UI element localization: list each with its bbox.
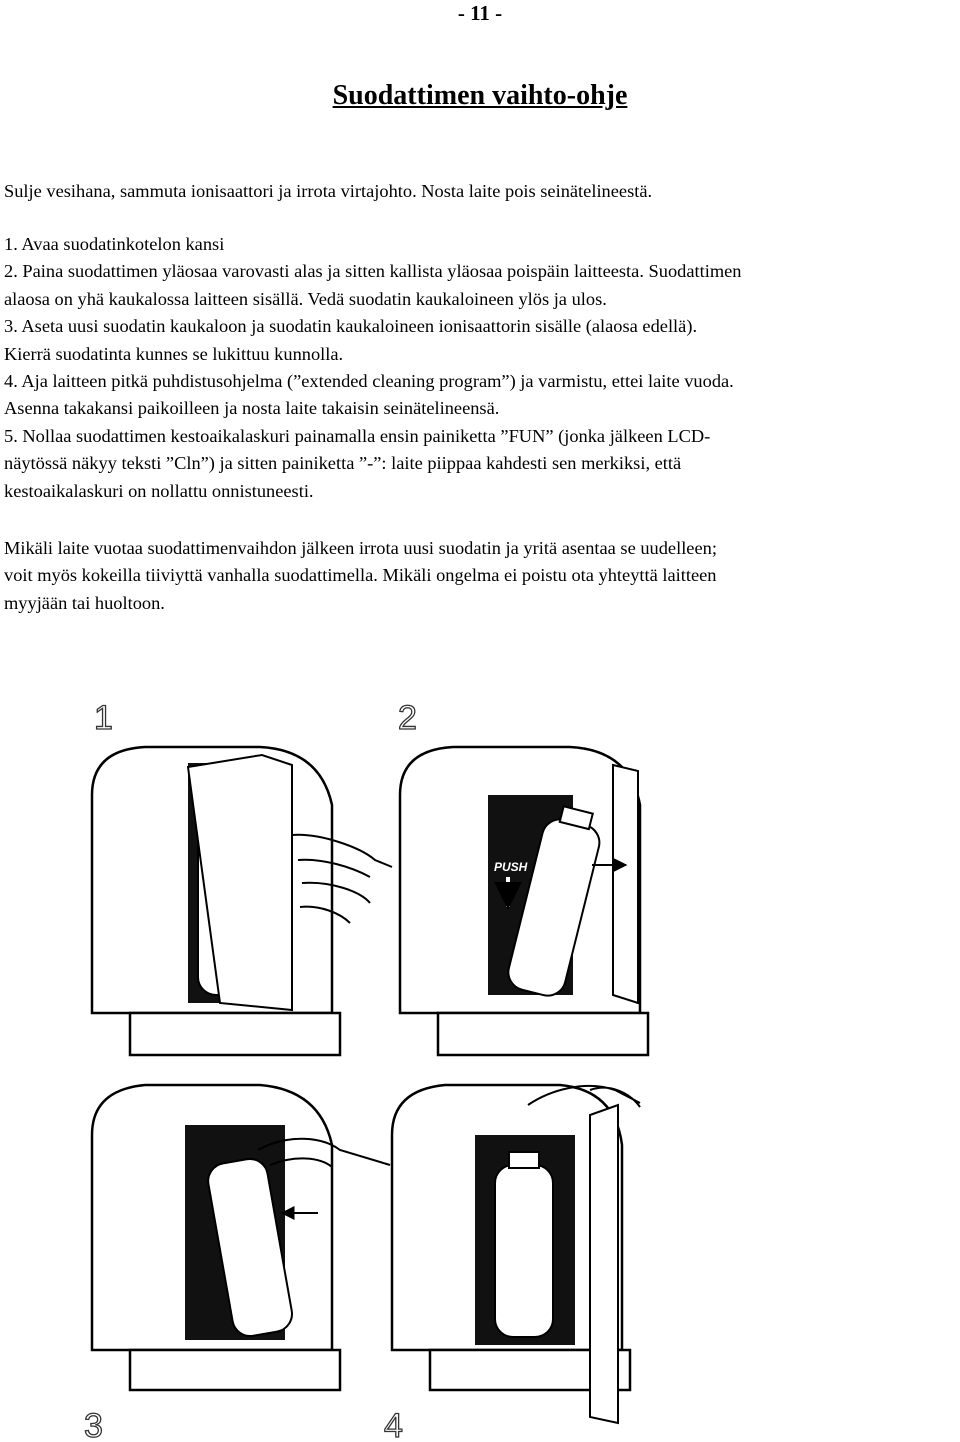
figure-2 xyxy=(398,699,648,1055)
step-line: 5. Nollaa suodattimen kestoaikalaskuri painamalla ensin painiketta ”FUN” (jonka jälkeen LCD- xyxy=(4,425,711,446)
figure-label-4: 4 xyxy=(384,1407,403,1442)
figure-3 xyxy=(84,1085,390,1442)
step-line: 2. Paina suodattimen yläosaa varovasti alas ja sitten kallista yläosaa poispäin laitteesta. Suodattimen xyxy=(4,261,742,282)
intro-paragraph xyxy=(4,178,960,205)
step-line: 1. Avaa suodatinkotelon kansi xyxy=(4,234,225,254)
note-line: myyjään tai huoltoon. xyxy=(4,592,165,613)
note-line: Mikäli laite vuotaa suodattimenvaihdon jälkeen irrota uusi suodatin ja yritä asentaa se uudelleen; xyxy=(4,538,717,558)
steps-list xyxy=(4,231,960,505)
figure-4 xyxy=(384,1085,640,1442)
ionizer-base xyxy=(438,1013,648,1055)
step-line: Asenna takakansi paikoilleen ja nosta laite takaisin seinätelineensä. xyxy=(4,398,500,419)
figure-label-2: 2 xyxy=(398,699,417,737)
note-paragraph xyxy=(4,535,960,617)
figure-label-1: 1 xyxy=(94,699,113,737)
ionizer-base xyxy=(130,1350,340,1390)
step-line: kestoaikalaskuri on nollattu onnistuneesti. xyxy=(4,480,314,501)
note-line: voit myös kokeilla tiiviyttä vanhalla suodattimella. Mikäli ongelma ei poistu ota yhteyttä laitteen xyxy=(4,565,717,586)
filter-cap xyxy=(509,1152,539,1168)
filter-replacement-illustrations xyxy=(70,695,960,1442)
figure-label-3: 3 xyxy=(84,1407,103,1442)
intro-line: Sulje vesihana, sammuta ionisaattori ja irrota virtajohto. Nosta laite pois seinätelineestä. xyxy=(4,181,653,201)
housing-lid-open xyxy=(590,1105,618,1423)
page-title: Suodattimen vaihto-ohje xyxy=(332,80,628,111)
figure-1 xyxy=(92,699,392,1055)
step-line: alaosa on yhä kaukalossa laitteen sisällä. Vedä suodatin kaukaloineen ylös ja ulos. xyxy=(4,288,607,309)
push-label: PUSH xyxy=(494,860,528,874)
housing-lid xyxy=(613,765,638,1003)
page-number: - 11 - xyxy=(457,1,503,25)
step-line: näytössä näkyy teksti ”Cln”) ja sitten painiketta ”-”: laite piippaa kahdesti sen merkiksi, että xyxy=(4,453,682,474)
filter-cartridge xyxy=(495,1165,553,1337)
step-line: 4. Aja laitteen pitkä puhdistusohjelma (”extended cleaning program”) ja varmistu, ettei laite vuoda. xyxy=(4,371,734,392)
step-line: Kierrä suodatinta kunnes se lukittuu kunnolla. xyxy=(4,343,344,364)
ionizer-base xyxy=(130,1013,340,1055)
step-line: 3. Aseta uusi suodatin kaukaloon ja suodatin kaukaloineen ionisaattorin sisälle (alaosa edellä). xyxy=(4,316,698,337)
